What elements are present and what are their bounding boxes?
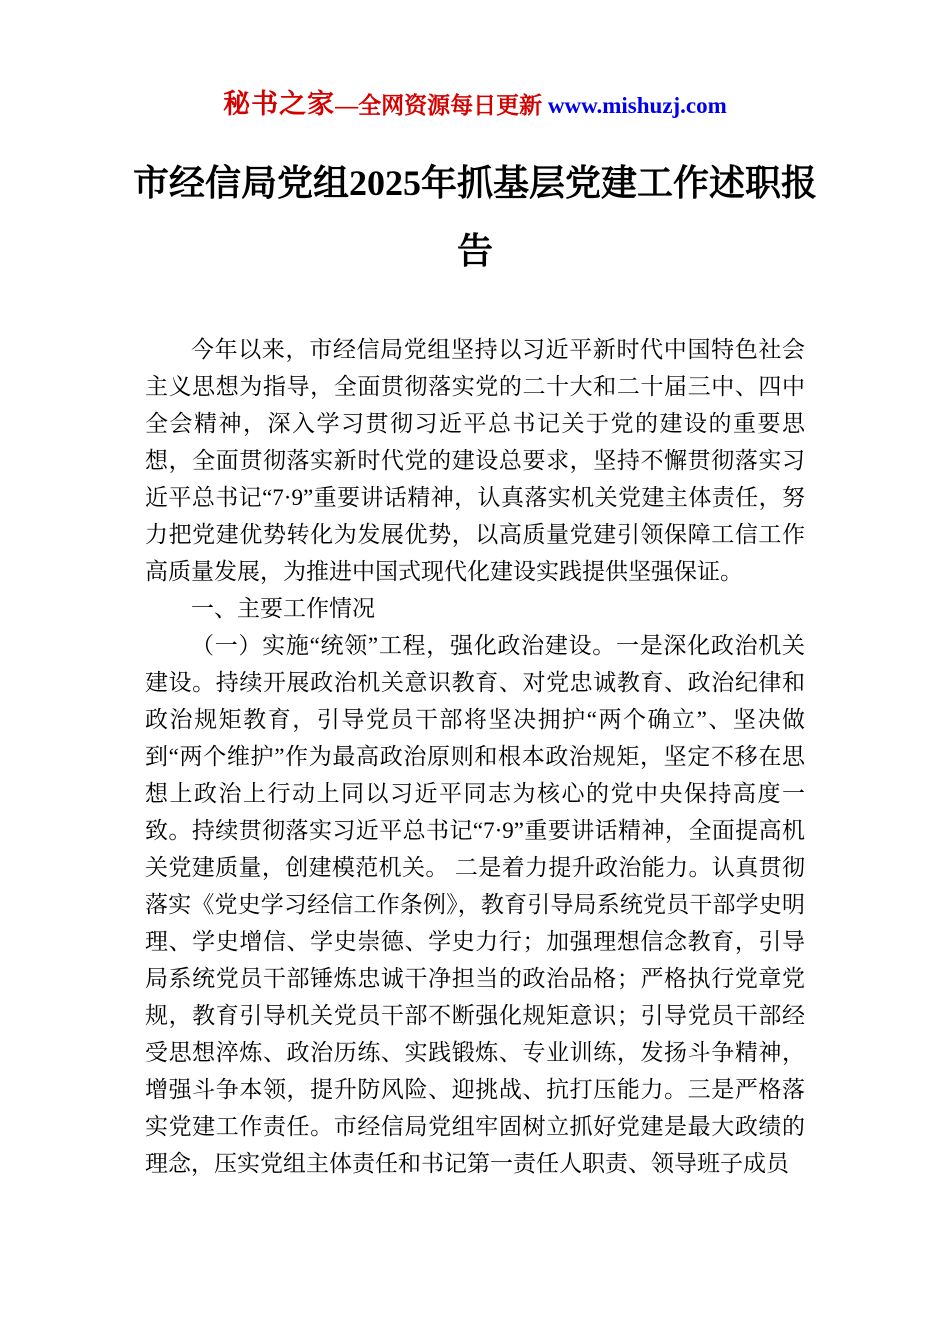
site-url-link[interactable]: www.mishuzj.com: [547, 93, 727, 118]
document-title: 市经信局党组2025年抓基层党建工作述职报告: [132, 163, 817, 271]
paragraph-section-one: （一）实施“统领”工程，强化政治建设。一是深化政治机关建设。持续开展政治机关意识教育、对党忠诚教育、政治纪律和政治规矩教育，引导党员干部将坚决拥护“两个确立”、坚决做到“两个维护”作为最高政治原则和根本政治规矩，坚定不移在思想上政治上行动上同以习近平同志为核心的党中央保持高度一致。持续贯彻落实习近平总书记“7·9”重要讲话精神，全面提高机关党建质量，创建模范机关。 二是着力提升政治能力。认真贯彻落实《党史学习经信工作条例》，教育引导局系统党员干部学史明理、学史增信、学史崇德、学史力行；加强理想信念教育，引导局系统党员干部锤炼忠诚干净担当的政治品格；严格执行党章党规，教育引导机关党员干部不断强化规矩意识；引导党员干部经受思想淬炼、政治历练、实践锻炼、专业训练，发扬斗争精神，增强斗争本领，提升防风险、迎挑战、抗打压能力。三是严格落实党建工作责任。市经信局党组牢固树立抓好党建是最大政绩的理念，压实党组主体责任和书记第一责任人职责、领导班子成员: [145, 633, 805, 1176]
site-tagline: —全网资源每日更新: [335, 93, 548, 118]
document-body: [145, 331, 805, 1182]
site-brand: 秘书之家: [223, 89, 336, 119]
paragraph-intro: 今年以来，市经信局党组坚持以习近平新时代中国特色社会主义思想为指导，全面贯彻落实党的二十大和二十届三中、四中全会精神，深入学习贯彻习近平总书记关于党的建设的重要思想，全面贯彻落实新时代党的建设总要求，坚持不懈贯彻落实习近平总书记“7·9”重要讲话精神，认真落实机关党建主体责任，努力把党建优势转化为发展优势，以高质量党建引领保障工信工作高质量发展，为推进中国式现代化建设实践提供坚强保证。: [145, 337, 805, 584]
site-header: [0, 0, 950, 121]
section-heading-main-work: 一、主要工作情况: [191, 596, 375, 621]
